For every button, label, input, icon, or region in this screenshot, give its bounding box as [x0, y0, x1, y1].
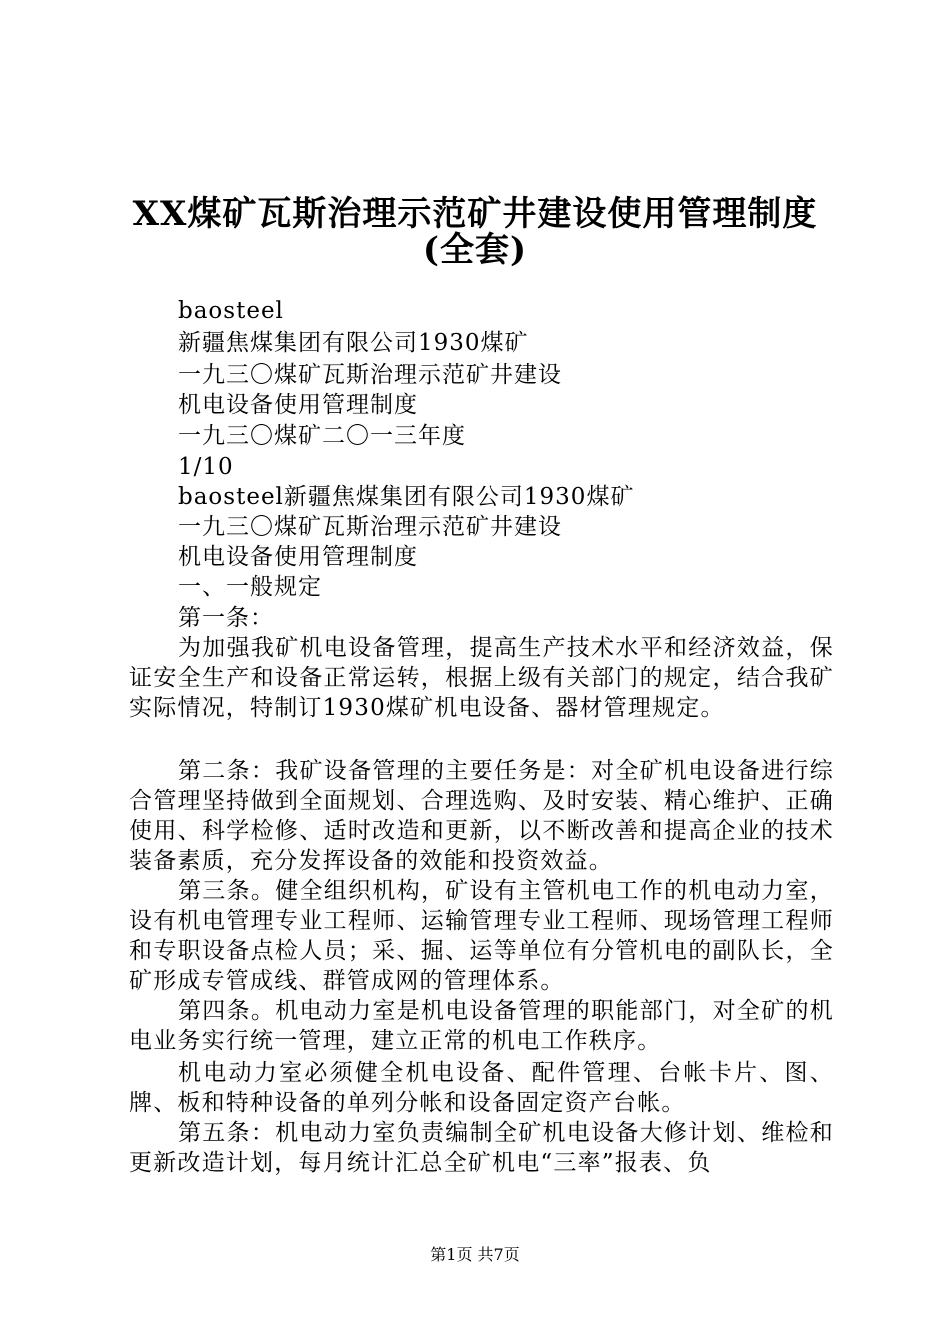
page-number-footer: 第1页 共7页: [430, 1245, 520, 1264]
text-line: 一九三〇煤矿瓦斯治理示范矿井建设: [178, 514, 562, 540]
text-line: 机电设备使用管理制度: [178, 544, 418, 570]
text-line: baosteel: [178, 298, 284, 324]
paragraph: 第四条。机电动力室是机电设备管理的职能部门，对全矿的机电业务实行统一管理，建立正常的机电工作秩序。: [129, 998, 834, 1054]
text-line: 机电设备使用管理制度: [178, 392, 418, 418]
document-title-line1: XX煤矿瓦斯治理示范矿井建设使用管理制度: [132, 194, 818, 234]
article-heading: 第一条：: [178, 605, 274, 631]
text-line: 一九三〇煤矿瓦斯治理示范矿井建设: [178, 362, 562, 388]
text-line: baosteel新疆焦煤集团有限公司1930煤矿: [178, 484, 635, 510]
paragraph: 第二条：我矿设备管理的主要任务是：对全矿机电设备进行综合管理坚持做到全面规划、合理选购、及时安装、精心维护、正确使用、科学检修、适时改造和更新，以不断改善和提高企业的技术装备素质，充分发挥设备的效能和投资效益。: [129, 758, 834, 874]
document-title-line2: (全套): [422, 230, 528, 270]
paragraph: 第五条：机电动力室负责编制全矿机电设备大修计划、维检和更新改造计划，每月统计汇总全矿机电“三率”报表、负: [129, 1120, 834, 1176]
paragraph: 为加强我矿机电设备管理，提高生产技术水平和经济效益，保证安全生产和设备正常运转，根据上级有关部门的规定，结合我矿实际情况，特制订1930煤矿机电设备、器材管理规定。: [129, 635, 834, 721]
text-line: 1/10: [178, 454, 234, 480]
text-line: 一九三〇煤矿二〇一三年度: [178, 423, 466, 449]
paragraph: 机电动力室必须健全机电设备、配件管理、台帐卡片、图、牌、板和特种设备的单列分帐和设备固定资产台帐。: [129, 1060, 834, 1116]
section-heading: 一、一般规定: [178, 574, 322, 600]
text-line: 新疆焦煤集团有限公司1930煤矿: [178, 330, 529, 356]
paragraph: 第三条。健全组织机构，矿设有主管机电工作的机电动力室，设有机电管理专业工程师、运输管理专业工程师、现场管理工程师和专职设备点检人员；采、掘、运等单位有分管机电的副队长，全矿形成专管成线、群管成网的管理体系。: [129, 878, 834, 994]
